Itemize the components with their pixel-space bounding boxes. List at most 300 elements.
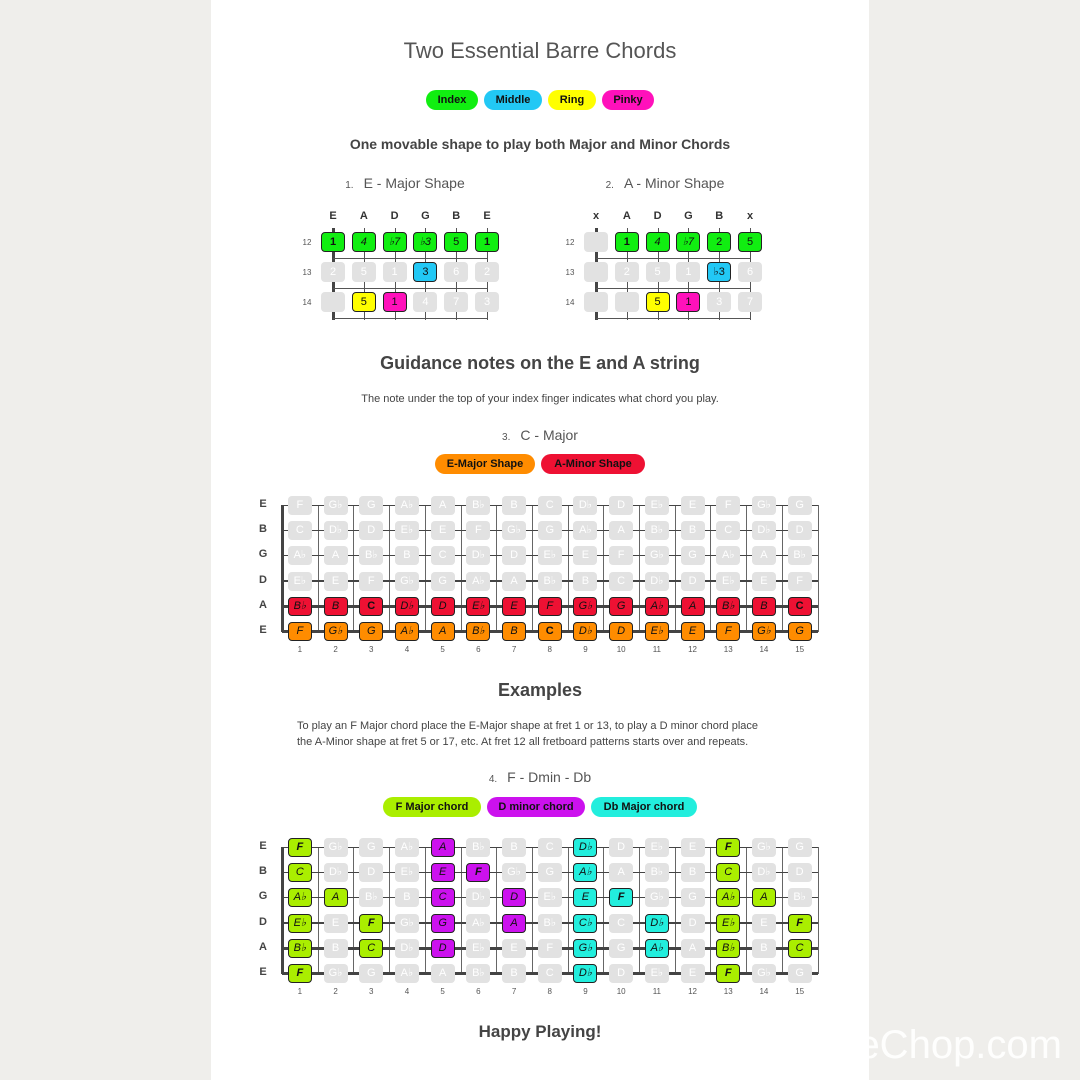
note-dot: E (324, 572, 348, 591)
note-dot: E (752, 572, 776, 591)
note-dot: E♭ (466, 939, 490, 958)
finger-dot (615, 292, 639, 312)
note-dot: E♭ (466, 597, 490, 616)
note-dot: D (788, 863, 812, 882)
fret-line (818, 505, 819, 632)
fret-line (675, 505, 676, 632)
fret-number: 7 (511, 645, 517, 654)
note-dot: D (609, 838, 633, 857)
finger-dot: 6 (444, 262, 468, 282)
note-dot: E (431, 521, 455, 540)
note-dot: A♭ (466, 914, 490, 933)
note-dot: D♭ (573, 964, 597, 983)
finger-dot: 5 (444, 232, 468, 252)
nut-line (281, 847, 284, 974)
note-dot: E (752, 914, 776, 933)
string-label: G (258, 548, 268, 561)
finger-dot: ♭7 (383, 232, 407, 252)
finger-dot (584, 292, 608, 312)
note-dot: D♭ (324, 521, 348, 540)
finger-dot: 1 (383, 262, 407, 282)
note-dot: C (538, 496, 562, 515)
legend-pill-db-major-chord: Db Major chord (591, 797, 697, 817)
note-dot: F (359, 914, 383, 933)
note-dot: A♭ (288, 888, 312, 907)
note-dot: B (502, 496, 526, 515)
note-dot: A (681, 939, 705, 958)
examples-text-line1: To play an F Major chord place the E-Major shape at fret 1 or 13, to play a D minor chord place (297, 720, 759, 732)
note-dot: A♭ (395, 496, 419, 515)
note-dot: E (502, 597, 526, 616)
note-dot: C (538, 622, 562, 641)
fret-number: 12 (565, 238, 575, 247)
watermark-text: eChop.com (857, 1023, 1062, 1067)
finger-dot: 1 (383, 292, 407, 312)
legend-pill-pinky: Pinky (602, 90, 654, 110)
note-dot: A♭ (645, 597, 669, 616)
fret-line (639, 847, 640, 974)
fret-line (596, 288, 750, 289)
fret-number: 14 (565, 298, 575, 307)
note-dot: D (502, 546, 526, 565)
board3-number: 3. (502, 432, 511, 443)
note-dot: E (431, 863, 455, 882)
fret-line (318, 847, 319, 974)
note-dot: G♭ (502, 521, 526, 540)
string-label: G (258, 890, 268, 903)
fret-number: 5 (440, 645, 445, 654)
note-dot: A (502, 914, 526, 933)
fret-line (675, 847, 676, 974)
note-dot: F (609, 546, 633, 565)
guidance-heading: Guidance notes on the E and A string (380, 353, 700, 373)
legend-pill-a-minor-shape: A-Minor Shape (541, 454, 645, 474)
note-dot: B♭ (538, 572, 562, 591)
note-dot: C (716, 863, 740, 882)
fret-number: 12 (302, 238, 312, 247)
note-dot: B♭ (645, 863, 669, 882)
note-dot: D♭ (466, 888, 490, 907)
note-dot: C (359, 939, 383, 958)
fret-number: 8 (547, 987, 552, 996)
note-dot: F (288, 964, 312, 983)
note-dot: A♭ (288, 546, 312, 565)
string-label: B (715, 210, 724, 222)
note-dot: G (609, 597, 633, 616)
fret-number: 15 (795, 987, 805, 996)
fret-line (333, 288, 487, 289)
fret-line (782, 505, 783, 632)
shape1-title: E - Major Shape (363, 175, 465, 191)
finger-dot: 7 (738, 292, 762, 312)
note-dot: B (395, 888, 419, 907)
note-dot: E♭ (538, 546, 562, 565)
fret-line (746, 847, 747, 974)
note-dot: D (681, 914, 705, 933)
note-dot: C (288, 863, 312, 882)
note-dot: G (681, 888, 705, 907)
note-dot: D♭ (573, 496, 597, 515)
note-dot: E (573, 888, 597, 907)
fret-line (639, 505, 640, 632)
note-dot: A♭ (395, 964, 419, 983)
fret-line (782, 847, 783, 974)
note-dot: D♭ (645, 914, 669, 933)
note-dot: G♭ (752, 496, 776, 515)
note-dot: A♭ (573, 521, 597, 540)
fret-number: 12 (688, 645, 697, 654)
fret-line (596, 318, 750, 319)
note-dot: B (752, 597, 776, 616)
note-dot: G (788, 622, 812, 641)
fret-number: 13 (723, 987, 733, 996)
legend-pill-e-major-shape: E-Major Shape (435, 454, 535, 474)
note-dot: D (502, 888, 526, 907)
note-dot: B♭ (288, 597, 312, 616)
finger-dot: 5 (646, 262, 670, 282)
note-dot: F (716, 964, 740, 983)
note-dot: F (788, 572, 812, 591)
fret-line (710, 847, 711, 974)
note-dot: E♭ (645, 964, 669, 983)
finger-dot: 5 (352, 292, 376, 312)
note-dot: D♭ (324, 863, 348, 882)
closing-text: Happy Playing! (478, 1022, 602, 1041)
fret-number: 6 (476, 987, 481, 996)
note-dot: E♭ (716, 914, 740, 933)
note-dot: C (431, 888, 455, 907)
fret-number: 9 (583, 645, 588, 654)
note-dot: D (359, 863, 383, 882)
string-label: E (329, 210, 337, 222)
string-label: E (259, 624, 267, 636)
note-dot: E♭ (645, 622, 669, 641)
note-dot: E♭ (645, 838, 669, 857)
note-dot: G (538, 863, 562, 882)
note-dot: B♭ (645, 521, 669, 540)
board3-title: C - Major (520, 427, 578, 443)
fret-number: 4 (404, 645, 410, 654)
string-label: D (259, 915, 267, 928)
finger-dot: 7 (444, 292, 468, 312)
note-dot: G♭ (752, 838, 776, 857)
note-dot: A♭ (466, 572, 490, 591)
shape2-number: 2. (605, 180, 614, 191)
string-label: A (259, 940, 267, 953)
note-dot: F (716, 838, 740, 857)
fret-number: 7 (511, 987, 517, 996)
finger-dot: 5 (352, 262, 376, 282)
note-dot: A (324, 546, 348, 565)
note-dot: E♭ (395, 521, 419, 540)
fret-line (568, 847, 569, 974)
shape2-title: A - Minor Shape (623, 175, 725, 191)
string-label: A (622, 210, 631, 222)
finger-dot: 4 (352, 232, 376, 252)
finger-dot: ♭7 (676, 232, 700, 252)
note-dot: G♭ (752, 622, 776, 641)
fret-number: 13 (723, 645, 733, 654)
note-dot: B (681, 863, 705, 882)
note-dot: G (359, 964, 383, 983)
note-dot: F (359, 572, 383, 591)
fret-number: 11 (652, 645, 661, 654)
fret-line (461, 505, 462, 632)
note-dot: G♭ (324, 838, 348, 857)
note-dot: G♭ (502, 863, 526, 882)
finger-dot: 4 (646, 232, 670, 252)
note-dot: D♭ (752, 863, 776, 882)
fret-number: 1 (297, 645, 303, 654)
note-dot: B (395, 546, 419, 565)
note-dot: G (359, 838, 383, 857)
board4-number: 4. (488, 774, 498, 785)
fret-number: 13 (565, 268, 575, 277)
fret-line (318, 505, 319, 632)
note-dot: A (324, 888, 348, 907)
note-dot: F (716, 622, 740, 641)
note-dot: E (681, 964, 705, 983)
note-dot: A (752, 546, 776, 565)
finger-dot: 3 (707, 292, 731, 312)
fret-number: 9 (583, 987, 588, 996)
finger-dot: 5 (646, 292, 670, 312)
note-dot: B (502, 838, 526, 857)
fret-number: 11 (652, 987, 661, 996)
legend-pill-d-minor-chord: D minor chord (487, 797, 585, 817)
note-dot: F (466, 863, 490, 882)
string-label: G (421, 210, 430, 222)
fret-line (389, 505, 390, 632)
note-dot: C (538, 838, 562, 857)
string-label: B (452, 210, 461, 222)
guidance-text: The note under the top of your index finger indicates what chord you play. (361, 393, 719, 405)
note-dot: A (431, 496, 455, 515)
fret-line (596, 258, 750, 259)
string-label: B (259, 523, 267, 536)
fret-line (532, 847, 533, 974)
fret-number: 10 (616, 987, 626, 996)
note-dot: B (573, 572, 597, 591)
note-dot: G (609, 939, 633, 958)
note-dot: B♭ (538, 914, 562, 933)
note-dot: B♭ (466, 622, 490, 641)
fret-line (818, 847, 819, 974)
note-dot: F (288, 838, 312, 857)
note-dot: F (609, 888, 633, 907)
note-dot: F (466, 521, 490, 540)
note-dot: A♭ (395, 838, 419, 857)
fret-number: 10 (616, 645, 626, 654)
note-dot: D♭ (395, 597, 419, 616)
legend-pill-ring: Ring (548, 90, 596, 110)
note-dot: G (359, 622, 383, 641)
string-label: E (483, 210, 491, 222)
note-dot: E (324, 914, 348, 933)
fret-number: 4 (404, 987, 410, 996)
note-dot: C♭ (573, 914, 597, 933)
finger-dot: 3 (413, 262, 437, 282)
note-dot: B♭ (716, 597, 740, 616)
note-dot: C (288, 521, 312, 540)
note-dot: C (716, 521, 740, 540)
note-dot: B♭ (466, 838, 490, 857)
fret-number: 2 (333, 645, 338, 654)
fret-line (353, 847, 354, 974)
fret-line (461, 847, 462, 974)
string-label: D (390, 210, 399, 222)
fret-line (710, 505, 711, 632)
fret-line (425, 505, 426, 632)
note-dot: B (502, 964, 526, 983)
fret-number: 15 (795, 645, 805, 654)
note-dot: A (431, 622, 455, 641)
fret-number: 8 (547, 645, 552, 654)
string-label: E (259, 966, 267, 978)
note-dot: D♭ (395, 939, 419, 958)
fret-line (532, 505, 533, 632)
note-dot: B (324, 597, 348, 616)
string-label: E (259, 840, 267, 852)
note-dot: B♭ (359, 546, 383, 565)
string-label: x (746, 210, 754, 222)
shape1-number: 1. (345, 180, 354, 191)
finger-dot: 2 (707, 232, 731, 252)
note-dot: D (609, 496, 633, 515)
note-dot: F (538, 939, 562, 958)
note-dot: A (609, 863, 633, 882)
fret-number: 3 (369, 987, 374, 996)
note-dot: E♭ (288, 914, 312, 933)
fret-number: 14 (759, 645, 769, 654)
string-label: G (684, 210, 693, 222)
note-dot: A (609, 521, 633, 540)
note-dot: D♭ (573, 622, 597, 641)
note-dot: B (502, 622, 526, 641)
legend-pill-f-major-chord: F Major chord (383, 797, 481, 817)
finger-dot: 1 (321, 232, 345, 252)
string-label: A (359, 210, 368, 222)
finger-dot: 2 (321, 262, 345, 282)
note-dot: F (716, 496, 740, 515)
board4-title: F - Dmin - Db (507, 769, 592, 785)
finger-dot (584, 262, 608, 282)
note-dot: E (681, 838, 705, 857)
note-dot: G (538, 521, 562, 540)
note-dot: B♭ (466, 964, 490, 983)
note-dot: B♭ (288, 939, 312, 958)
note-dot: G♭ (573, 597, 597, 616)
note-dot: G♭ (324, 964, 348, 983)
note-dot: E♭ (716, 572, 740, 591)
fret-line (425, 847, 426, 974)
shape1-heading (300, 175, 510, 191)
string-label: B (259, 865, 267, 878)
note-dot: G♭ (324, 496, 348, 515)
note-dot: E (681, 622, 705, 641)
finger-dot: 1 (475, 232, 499, 252)
fret-number: 12 (688, 987, 697, 996)
note-dot: A♭ (716, 546, 740, 565)
examples-text-line2: the A-Minor shape at fret 5 or 17, etc. At fret 12 all fretboard patterns starts over and repeats. (297, 736, 749, 748)
fret-line (353, 505, 354, 632)
finger-dot: 5 (738, 232, 762, 252)
fret-line (603, 505, 604, 632)
fret-number: 2 (333, 987, 338, 996)
note-dot: C (609, 572, 633, 591)
fret-number: 13 (302, 268, 312, 277)
legend-pill-index: Index (426, 90, 478, 110)
note-dot: C (609, 914, 633, 933)
note-dot: C (788, 597, 812, 616)
note-dot: A (681, 597, 705, 616)
note-dot: C (359, 597, 383, 616)
finger-dot: 2 (615, 262, 639, 282)
note-dot: B♭ (716, 939, 740, 958)
note-dot: G♭ (395, 572, 419, 591)
fret-line (389, 847, 390, 974)
note-dot: G (681, 546, 705, 565)
note-dot: F (538, 597, 562, 616)
note-dot: D (359, 521, 383, 540)
note-dot: G♭ (645, 888, 669, 907)
note-dot: G♭ (645, 546, 669, 565)
note-dot: A♭ (645, 939, 669, 958)
fret-line (603, 847, 604, 974)
note-dot: D (681, 572, 705, 591)
note-dot: D (788, 521, 812, 540)
finger-dot: 1 (676, 262, 700, 282)
finger-dot: ♭3 (413, 232, 437, 252)
fret-number: 3 (369, 645, 374, 654)
note-dot: D♭ (752, 521, 776, 540)
note-dot: D (431, 597, 455, 616)
note-dot: E (573, 546, 597, 565)
finger-dot (584, 232, 608, 252)
note-dot: C (788, 939, 812, 958)
string-label: A (259, 598, 267, 611)
note-dot: B♭ (359, 888, 383, 907)
string-label: D (653, 210, 662, 222)
fret-number: 5 (440, 987, 445, 996)
fret-line (746, 505, 747, 632)
note-dot: D♭ (645, 572, 669, 591)
string-label: E (259, 498, 267, 510)
note-dot: C (538, 964, 562, 983)
fret-number: 6 (476, 645, 481, 654)
note-dot: G (788, 496, 812, 515)
note-dot: D♭ (573, 838, 597, 857)
note-dot: E♭ (395, 863, 419, 882)
note-dot: B (752, 939, 776, 958)
note-dot: D (431, 939, 455, 958)
note-dot: E♭ (538, 888, 562, 907)
fret-line (496, 847, 497, 974)
nut-line (281, 505, 284, 632)
note-dot: A♭ (395, 622, 419, 641)
board4-heading (0, 769, 1080, 785)
string-label: D (259, 573, 267, 586)
examples-heading: Examples (497, 680, 583, 700)
note-dot: A (752, 888, 776, 907)
note-dot: C (431, 546, 455, 565)
note-dot: A (502, 572, 526, 591)
note-dot: G (359, 496, 383, 515)
note-dot: E (681, 496, 705, 515)
note-dot: E (502, 939, 526, 958)
fret-line (568, 505, 569, 632)
note-dot: G♭ (324, 622, 348, 641)
